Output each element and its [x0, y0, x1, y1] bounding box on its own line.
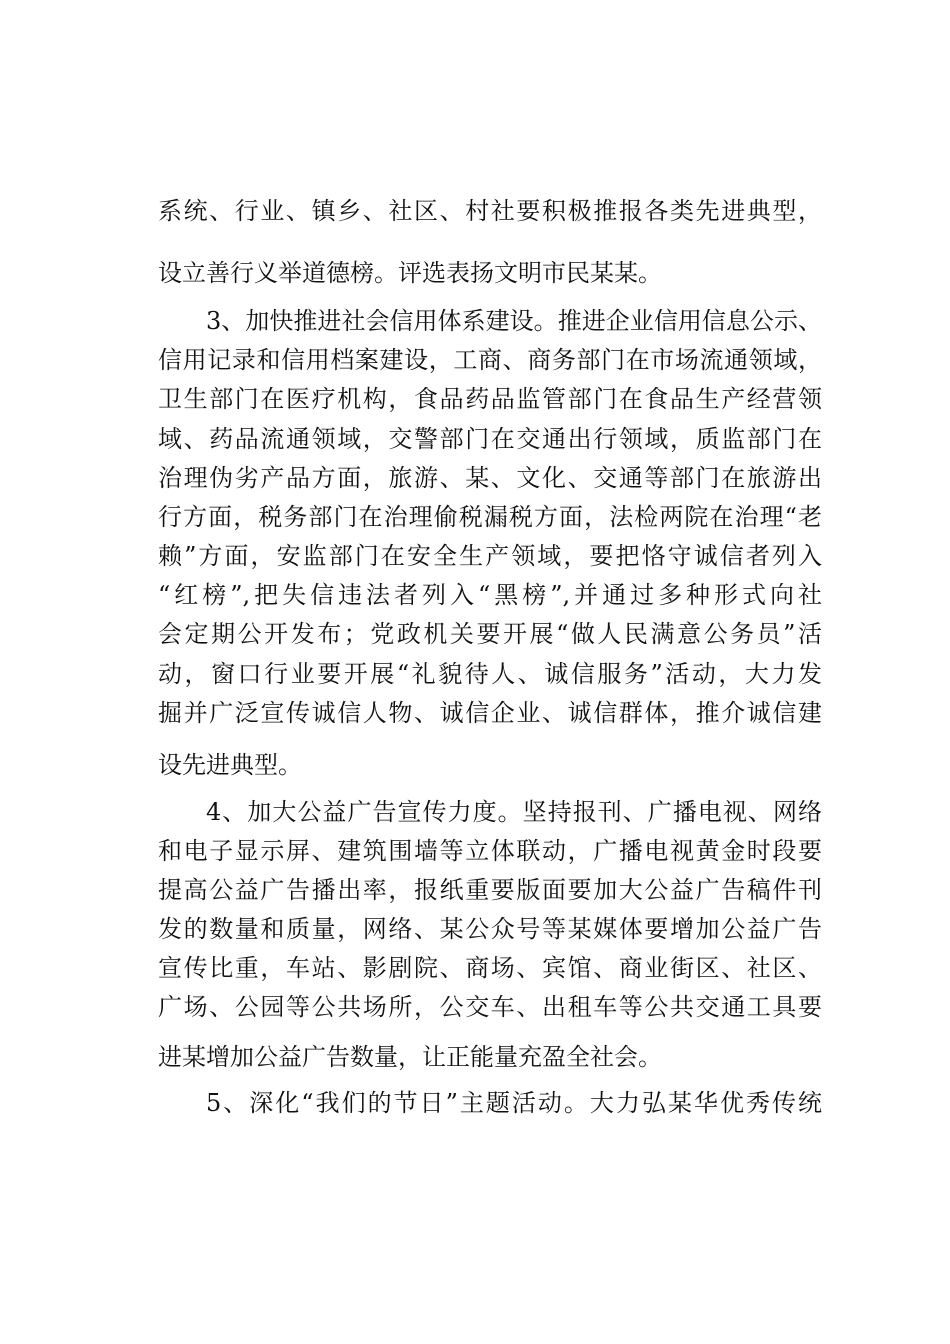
- text-line-8: 行方面，税务部门在治理偷税漏税方面，法检两院在治理“老: [158, 503, 822, 531]
- text-line-11: 会定期公开发布；党政机关要开展“做人民满意公务员”活: [158, 620, 822, 648]
- text-line-18: 发的数量和质量，网络、某公众号等某媒体要增加公益广告: [158, 915, 822, 943]
- text-line-12: 动，窗口行业要开展“礼貌待人、诚信服务”活动，大力发: [158, 660, 822, 688]
- paragraph-5-heading-line: 5、深化“我们的节日”主题活动。大力弘某华优秀传统: [206, 1089, 822, 1117]
- paragraph-4-heading-line: 4、加大公益广告宣传力度。坚持报刊、广播电视、网络: [206, 798, 822, 826]
- text-line-10: “红榜”,把失信违法者列入“黑榜”,并通过多种形式向社: [158, 581, 822, 609]
- text-line-5: 卫生部门在医疗机构，食品药品监管部门在食品生产经营领: [158, 385, 822, 413]
- text-line-9: 赖”方面，安监部门在安全生产领域，要把恪守诚信者列入: [158, 542, 822, 570]
- text-line-20: 广场、公园等公共场所，公交车、出租车等公共交通工具要: [158, 993, 822, 1021]
- text-line-1: 系统、行业、镇乡、社区、村社要积极推报各类先进典型，: [158, 197, 822, 225]
- text-line-4: 信用记录和信用档案建设，工商、商务部门在市场流通领域，: [158, 346, 822, 374]
- text-line-21: 进某增加公益广告数量，让正能量充盈全社会。: [158, 1043, 662, 1071]
- paragraph-3-heading-line: 3、加快推进社会信用体系建设。推进企业信用信息公示、: [206, 307, 822, 335]
- text-line-6: 域、药品流通领域，交警部门在交通出行领域，质监部门在: [158, 425, 822, 453]
- text-line-19: 宣传比重，车站、影剧院、商场、宾馆、商业街区、社区、: [158, 954, 822, 982]
- text-line-2: 设立善行义举道德榜。评选表扬文明市民某某。: [158, 259, 662, 287]
- text-line-14: 设先进典型。: [158, 751, 302, 779]
- text-line-7: 治理伪劣产品方面，旅游、某、文化、交通等部门在旅游出: [158, 464, 822, 492]
- text-line-17: 提高公益广告播出率，报纸重要版面要加大公益广告稿件刊: [158, 876, 822, 904]
- text-line-16: 和电子显示屏、建筑围墙等立体联动，广播电视黄金时段要: [158, 837, 822, 865]
- text-line-13: 掘并广泛宣传诚信人物、诚信企业、诚信群体，推介诚信建: [158, 699, 822, 727]
